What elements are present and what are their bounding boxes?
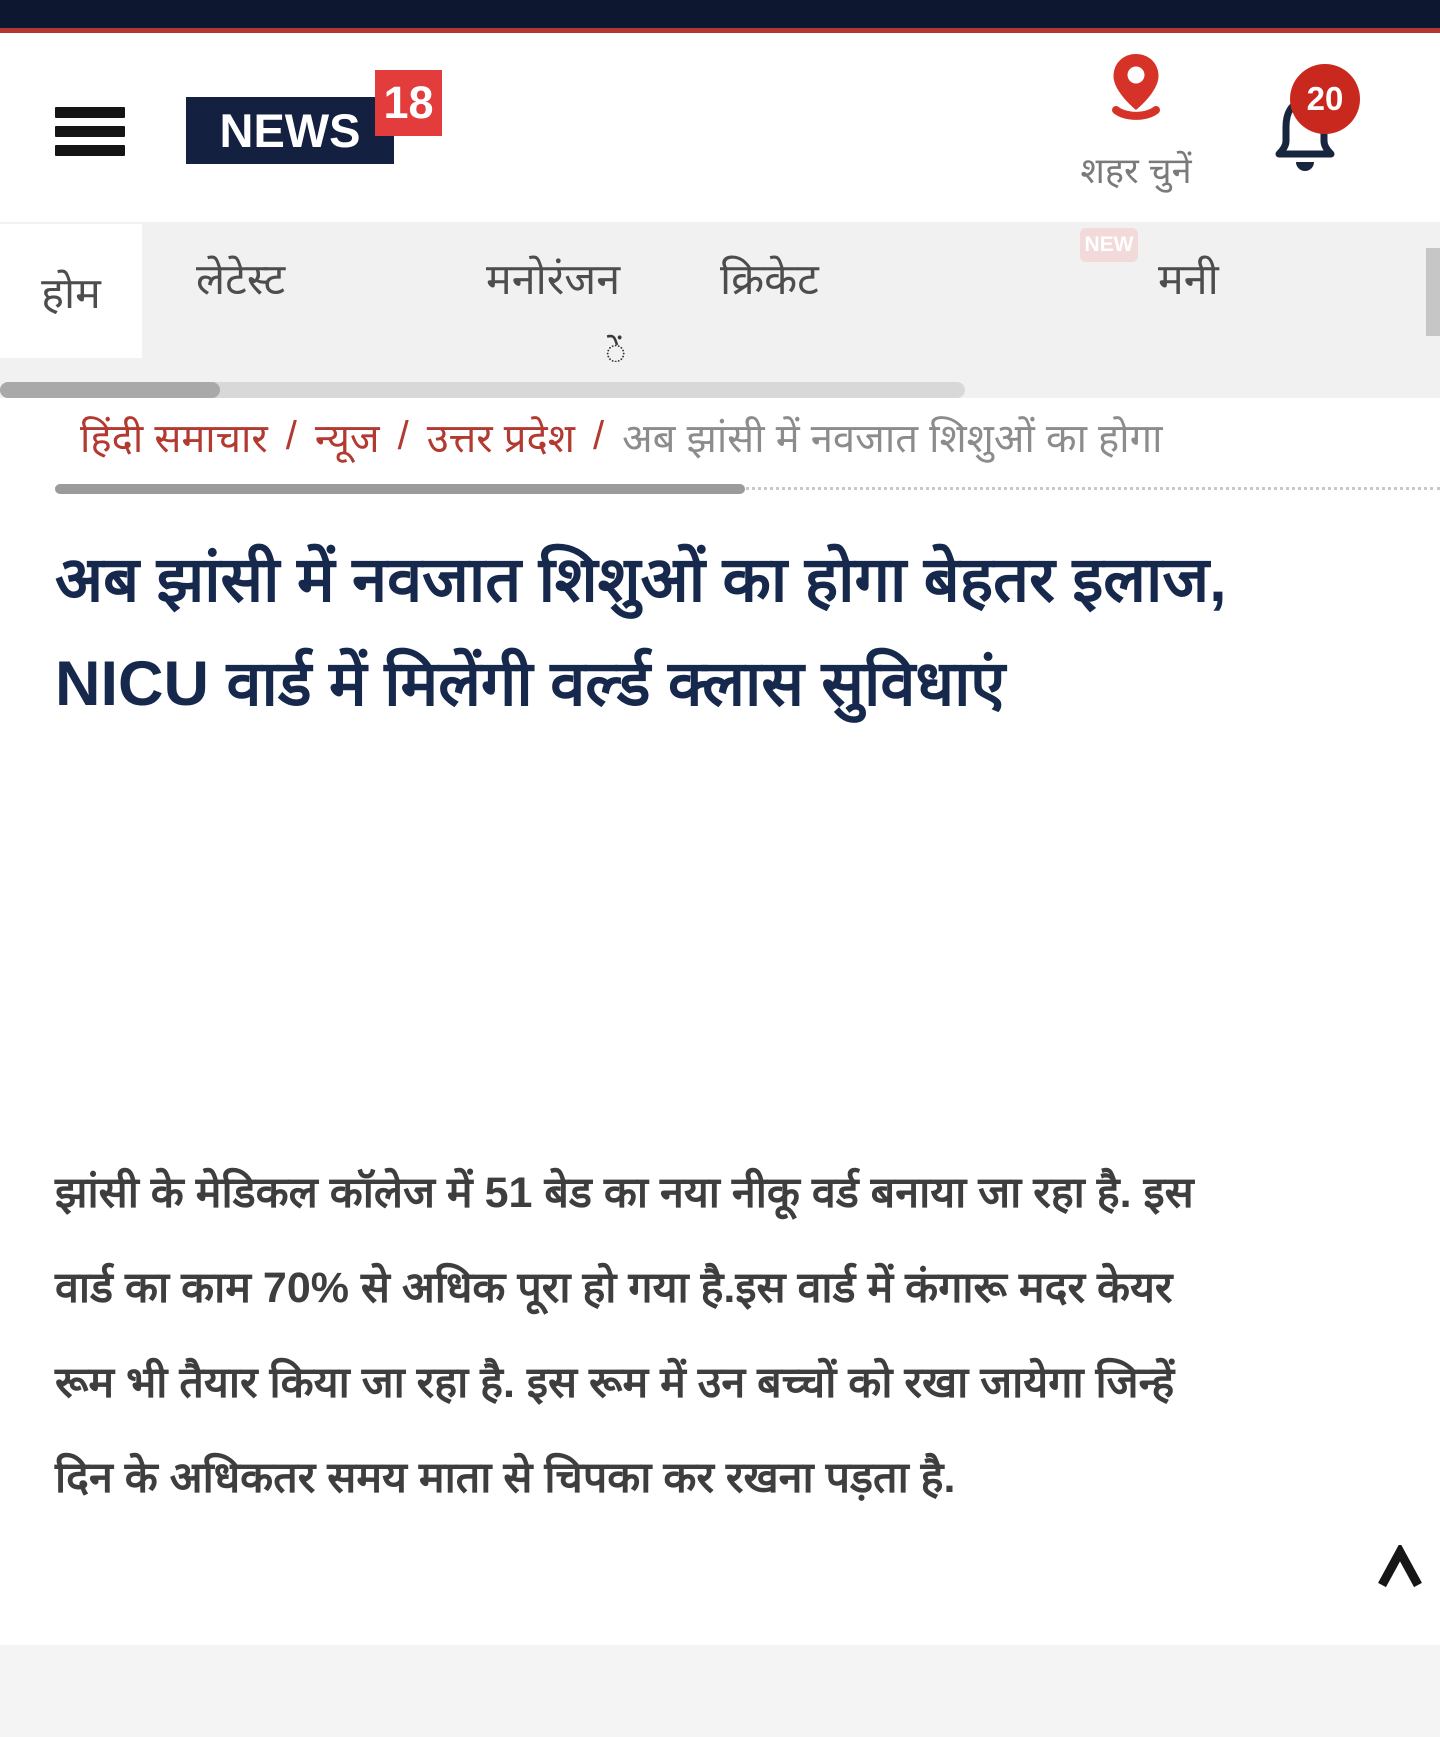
nav-tab-entertainment[interactable]: मनोरंजन [486,256,621,304]
divider-progress-bar [55,484,745,494]
hamburger-bar [55,126,125,137]
notifications-button[interactable] [1268,58,1372,174]
scroll-to-top-button[interactable] [1376,1545,1424,1589]
breadcrumb [0,398,1440,474]
choose-city-label: शहर चुनें [1080,150,1192,191]
breadcrumb-link-uttar-pradesh[interactable]: उत्तर प्रदेश [426,416,575,461]
new-badge: NEW [1080,228,1138,262]
nav-tab-cricket[interactable]: क्रिकेट [720,256,819,304]
nav-scrollbar-track[interactable] [0,382,965,398]
breadcrumb-current-page: अब झांसी में नवजात शिशुओं का होगा [622,416,1163,461]
breadcrumb-separator: / [397,413,409,458]
chevron-up-icon [1376,1545,1424,1589]
notification-count-badge: 20 [1290,64,1360,134]
news18-logo[interactable] [186,70,444,165]
breadcrumb-separator: / [592,413,605,458]
nav-tab-home[interactable]: होम [0,224,142,358]
hamburger-menu-icon[interactable] [55,107,125,156]
bottom-section-strip [0,1645,1440,1737]
nav-tab-money[interactable]: मनी [1158,256,1219,304]
news18-logo-text: NEWS [186,97,394,164]
top-accent-line [0,28,1440,33]
nav-tab-latest[interactable]: लेटेस्ट [196,256,286,304]
nav-overflow-text-fragment: ें [605,331,627,362]
choose-city-button[interactable] [1048,52,1224,194]
breadcrumb-link-hindi-news[interactable]: हिंदी समाचार [80,416,268,461]
nav-scrollbar-thumb[interactable] [0,382,220,398]
hamburger-bar [55,107,125,118]
primary-nav [0,222,1440,400]
nav-right-scroll-strip [1426,248,1440,336]
breadcrumb-separator: / [285,413,297,458]
article-body-paragraph: झांसी के मेडिकल कॉलेज में 51 बेड का नया नीकू वर्ड बनाया जा रहा है. इस वार्ड का काम 70% से अधिक पूरा हो गया है.इस वार्ड में कंगारू मदर केयर रूम भी तैयार किया जा रहा है. इस रूम में उन बच्चों को रखा जायेगा जिन्हें दिन के अधिकतर समय माता से चिपका कर रखना पड़ता है. [55,1169,1194,1502]
article-title: अब झांसी में नवजात शिशुओं का होगा बेहतर इलाज, NICU वार्ड में मिलेंगी वर्ल्ड क्लास सुविधाएं [55,545,1227,719]
breadcrumb-link-news[interactable]: न्यूज [314,416,380,461]
news18-logo-badge: 18 [375,70,442,136]
hamburger-bar [55,145,125,156]
top-status-bar [0,0,1440,28]
section-divider [55,487,1440,490]
location-pin-icon [1105,52,1167,132]
